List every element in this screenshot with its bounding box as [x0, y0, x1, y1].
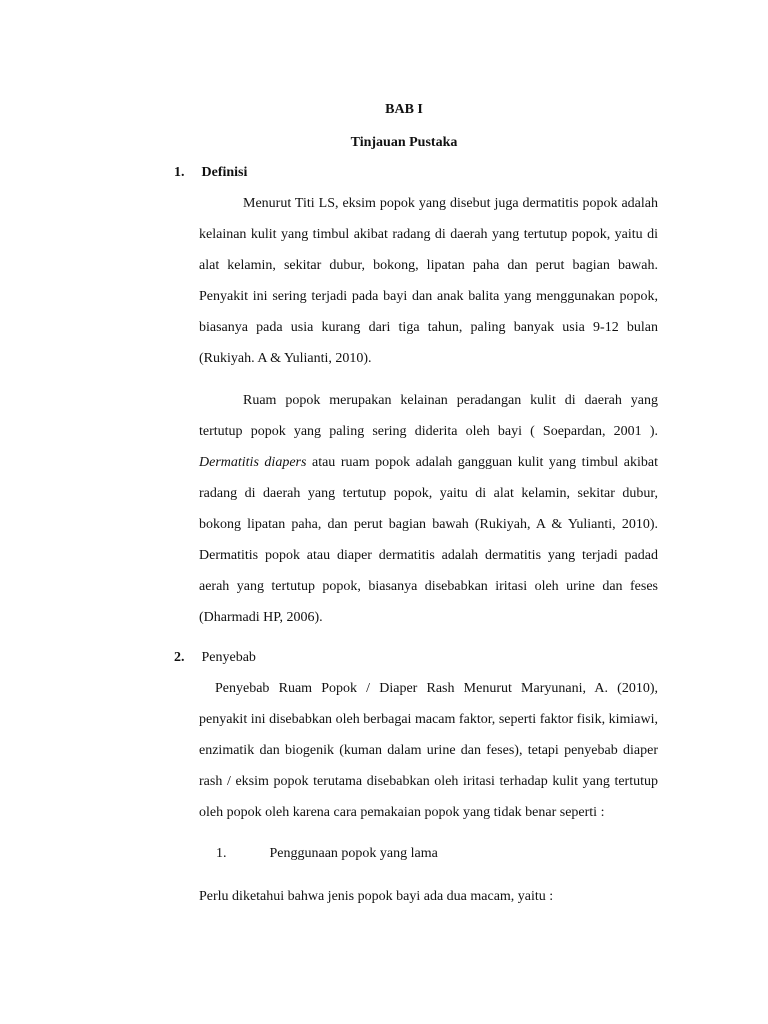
paragraph-rest: atau ruam popok adalah gangguan kulit yang timbul akibat radang di daerah yang tertutup popok, yaitu di alat kelamin, sekitar dubur, bokong lipatan paha, dan perut bagian bawah (Rukiyah, A & Yulianti, 2010). Dermatitis popok atau diaper dermatitis adalah dermatitis yang terjadi padad aerah yang tertutup popok, biasanya disebabkan iritasi oleh urine dan feses (Dharmadi HP, 2006).: [199, 455, 658, 625]
paragraph-after-list: Perlu diketahui bahwa jenis popok bayi ada dua macam, yaitu :: [199, 889, 554, 904]
paragraph-text: Menurut Titi LS, eksim popok yang disebut juga dermatitis popok adalah kelainan kulit yang timbul akibat radang di daerah yang tertutup popok, yaitu di alat kelamin, sekitar dubur, bokong, lipatan paha dan perut bagian bawah. Penyakit ini sering terjadi pada bayi dan anak balita yang menggunakan popok, biasanya pada usia kurang dari tiga tahun, paling banyak usia 9-12 bulan (Rukiyah. A & Yulianti, 2010).: [199, 196, 658, 366]
section-heading-definisi: [174, 165, 247, 181]
paragraph-definisi-1: [199, 188, 658, 374]
list-item: [216, 846, 438, 862]
section-number: 2.: [174, 650, 185, 665]
paragraph-italic-term: Dermatitis diapers: [199, 455, 307, 470]
section-heading-penyebab: [174, 650, 256, 666]
section-number: 1.: [174, 165, 185, 180]
section-title: Penyebab: [201, 650, 256, 665]
list-item-text: Penggunaan popok yang lama: [269, 846, 438, 861]
section-title: Definisi: [201, 165, 248, 180]
list-item-number: 1.: [216, 846, 227, 861]
paragraph-definisi-2: [199, 385, 658, 633]
paragraph-lead: Ruam popok merupakan kelainan peradangan kulit di daerah yang tertutup popok yang paling sering diderita oleh bayi ( Soepardan, 2001 ).: [199, 393, 658, 439]
paragraph-penyebab-1: [199, 673, 658, 828]
chapter-title: BAB I: [385, 102, 423, 117]
chapter-subtitle: Tinjauan Pustaka: [350, 135, 458, 150]
paragraph-text: Penyebab Ruam Popok / Diaper Rash Menurut Maryunani, A. (2010), penyakit ini disebabkan oleh berbagai macam faktor, seperti faktor fisik, kimiawi, enzimatik dan biogenik (kuman dalam urine dan feses), tetapi penyebab diaper rash / eksim popok terutama disebabkan oleh iritasi terhadap kulit yang tertutup oleh popok oleh karena cara pemakaian popok yang tidak benar seperti :: [199, 681, 658, 820]
